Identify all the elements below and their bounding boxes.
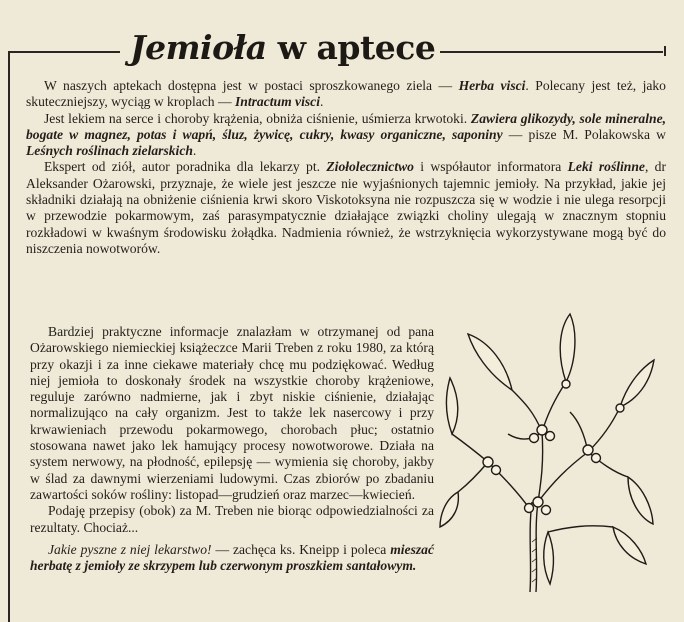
p2-quote: Zawiera glikozydy, sole mineralne, bogate w magnez, potas i wapń, śluz, żywicę, cukry, kwasy organiczne, saponiny: [26, 110, 667, 142]
p6-text-b: — zachęca ks. Kneipp i poleca: [211, 541, 391, 557]
p3-text-a: Ekspert od ziół, autor poradnika dla lekarzy pt.: [44, 159, 327, 175]
article-intro: [26, 78, 666, 257]
p1-text-a: W naszych aptekach dostępna jest w postaci sproszkowanego ziela —: [44, 78, 459, 93]
p2-text-c: — pisze M. Polakowska w: [502, 126, 666, 142]
p1-text-c: . Polecany jest też, jako skuteczniejszy, wyciąg w kroplach —: [26, 78, 666, 110]
p1-term-herba: Herba visci: [458, 78, 526, 93]
p2-book-title: Leśnych roślinach zielarskich: [26, 143, 193, 159]
p3-book-title-1: Ziołolecznictwo: [326, 159, 414, 175]
p3-text-e: , dr Aleksander Ożarowski, przyznaje, że wiele jest jeszcze nie wyjaśnionych tajemnic jemioły. Na przykład, jakie jej składniki działają na obniżenie ciśnienia krwi skoro Viskotoksyna nie rozpuszcza się w wodzie i nie ulega resorpcji w przewodzie pokarmowym, zaś parasympatycznie działające związki choliny ulegają w znacznym stopniu rozkładowi w kwaśnym środowisku żołądka. Nadmienia również, że wstrzyknięcia wykorzystywane mogą być do niszczenia nowotworów.: [26, 159, 666, 256]
article-headline: [130, 26, 436, 72]
mistletoe-illustration: [438, 312, 660, 602]
p3-book-title-2: Leki roślinne: [567, 159, 645, 175]
p6-quote: Jakie pyszne z niej lekarstwo!: [48, 541, 212, 557]
paragraph-5: Podaję przepisy (obok) za M. Treben nie biorąc odpowiedzialności za rezultaty. Chociaż...: [30, 503, 434, 535]
headline-italic: Jemioła: [130, 28, 267, 67]
p2-text-a: Jest lekiem na serce i choroby krążenia, obniża ciśnienie, uśmierza krwotoki.: [44, 110, 471, 126]
p1-text-e: .: [319, 94, 324, 110]
p3-text-c: i współautor informatora: [413, 159, 568, 175]
paragraph-1: [26, 78, 666, 111]
paragraph-6: [30, 542, 434, 575]
headline-rest: w aptece: [277, 28, 436, 67]
article-column: [30, 324, 434, 574]
p2-text-e: .: [192, 143, 197, 159]
paragraph-3: [26, 159, 666, 257]
p1-term-intractum: Intractum visci: [235, 94, 320, 110]
paragraph-2: [26, 111, 666, 160]
p6-recipe: mieszać herbatę z jemioły ze skrzypem lub czerwonym proszkiem santałowym.: [30, 541, 434, 574]
paragraph-4: Bardziej praktyczne informacje znalazłam w otrzymanej od pana Ożarowskiego niemieckiej książeczce Marii Treben z roku 1980, za którą przy okazji i za inne ciekawe materiały chcę mu podziękować. Według niej jemioła to doskonały środek na wszystkie choroby krążeniowe, reguluje zarówno nadmierne, jak i zbyt niskie ciśnienie, działając normalizująco na cały organizm. Jest to także lek nasercowy i przy krwawieniach przewodu pokarmowego, chorobach płuc; ostatnio stosowana nawet jako lek hamujący procesy nowotworowe. Działa na system nerwowy, na płodność, epilepsję — wymienia się choroby, jakby w ślad za dawnymi wierzeniami ludowymi. Czas zbiorów po zbadaniu zawartości soków rośliny: listopad—grudzień oraz marzec—kwiecień.: [30, 324, 434, 502]
